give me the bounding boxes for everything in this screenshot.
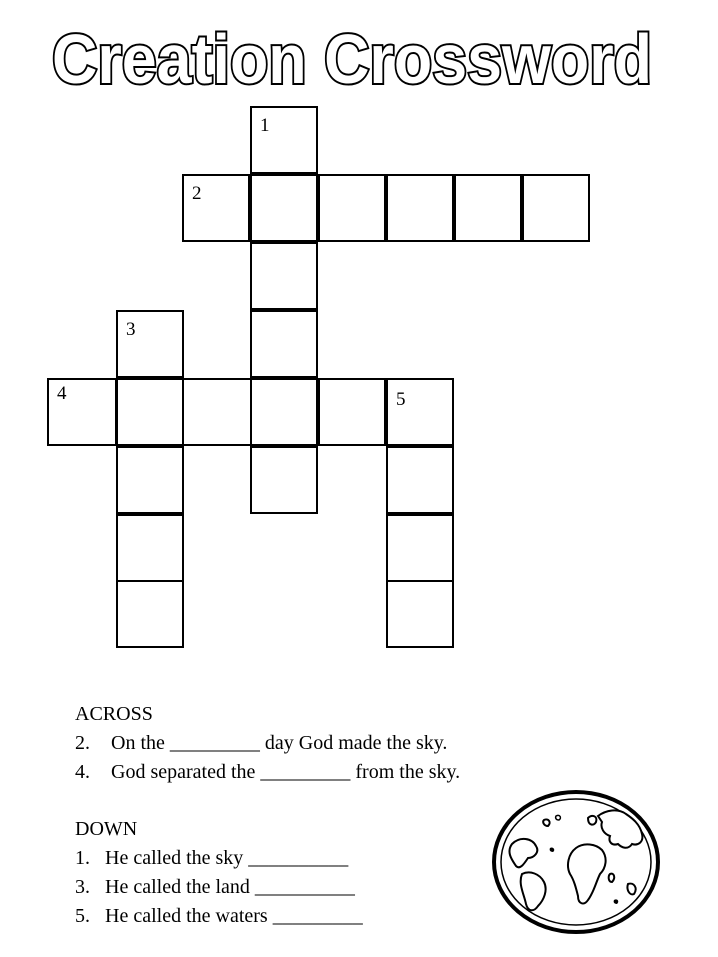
crossword-cell[interactable] [386, 580, 454, 648]
down-heading: DOWN [75, 818, 138, 840]
clue-text: God separated the _________ from the sky. [111, 761, 461, 783]
across-heading: ACROSS [75, 703, 153, 725]
crossword-cell[interactable] [522, 174, 590, 242]
crossword-cell[interactable] [182, 378, 252, 446]
clue-across-2 [75, 729, 460, 758]
crossword-cell[interactable] [250, 242, 318, 310]
clue-number: 4. [75, 761, 90, 783]
crossword-cell[interactable] [116, 310, 184, 378]
clue-down-3 [75, 873, 460, 902]
clue-number: 5. [75, 905, 90, 927]
cell-number: 1 [260, 115, 270, 136]
title-text: Creation Crossword [52, 20, 652, 98]
cell-number: 5 [396, 389, 406, 410]
cell-number: 3 [126, 319, 136, 340]
clue-text: He called the land __________ [105, 876, 355, 898]
crossword-cell[interactable] [386, 174, 454, 242]
crossword-cell[interactable] [250, 378, 318, 446]
crossword-cell[interactable] [386, 514, 454, 582]
crossword-cell[interactable] [182, 174, 250, 242]
crossword-cell[interactable] [318, 174, 386, 242]
crossword-cell[interactable] [454, 174, 522, 242]
clue-text: On the _________ day God made the sky. [111, 732, 448, 754]
crossword-cell[interactable] [116, 580, 184, 648]
crossword-cell[interactable] [116, 446, 184, 514]
clue-number: 2. [75, 732, 90, 754]
clue-down-5 [75, 902, 460, 931]
crossword-cell[interactable] [318, 378, 386, 446]
crossword-cell[interactable] [116, 514, 184, 582]
clue-down-1 [75, 844, 460, 873]
clue-text: He called the sky __________ [105, 847, 349, 869]
crossword-cell[interactable] [47, 378, 117, 446]
crossword-cell[interactable] [116, 378, 184, 446]
crossword-cell[interactable] [250, 446, 318, 514]
crossword-cell[interactable] [250, 310, 318, 378]
cell-number: 2 [192, 183, 202, 204]
crossword-cell[interactable] [250, 174, 318, 242]
crossword-cell[interactable] [386, 446, 454, 514]
crossword-cell[interactable] [250, 106, 318, 174]
clue-number: 1. [75, 847, 90, 869]
earth-globe-icon [490, 788, 662, 936]
clue-number: 3. [75, 876, 90, 898]
clue-text: He called the waters _________ [105, 905, 363, 927]
crossword-cell[interactable] [386, 378, 454, 446]
clues-section [75, 700, 460, 931]
clue-across-4 [75, 758, 460, 787]
cell-number: 4 [57, 383, 67, 404]
